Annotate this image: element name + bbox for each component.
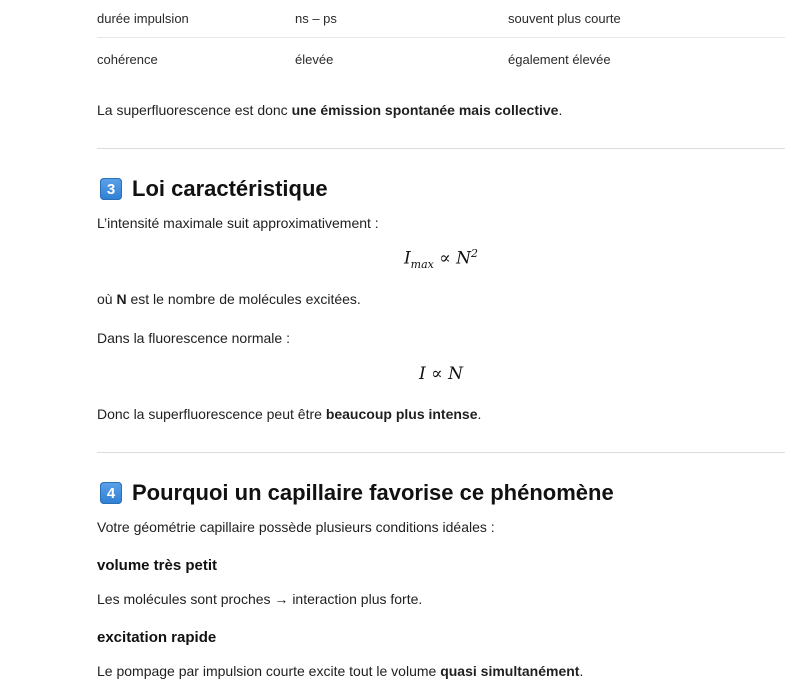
- section-divider: [97, 452, 785, 453]
- table-row: [97, 0, 785, 38]
- table-row: [97, 38, 785, 80]
- volume-paragraph: Les molécules sont proches → interaction plus forte.: [97, 591, 423, 607]
- text: Donc la superfluorescence peut être: [97, 406, 326, 422]
- formula-i: I ∝ N: [419, 364, 463, 384]
- formula-var: N: [456, 248, 472, 269]
- text: .: [558, 102, 563, 118]
- subheading-volume: volume très petit: [97, 557, 218, 574]
- section-4-intro: Votre géométrie capillaire possède plusieurs conditions idéales :: [97, 519, 495, 535]
- subheading-excitation: excitation rapide: [97, 629, 217, 646]
- table-cell: ns – ps: [295, 11, 337, 26]
- formula-imax: [97, 247, 785, 271]
- table-cell: souvent plus courte: [508, 11, 621, 26]
- table-cell: élevée: [295, 51, 334, 67]
- section-3-heading: [97, 174, 328, 204]
- section-title: Pourquoi un capillaire favorise ce phénomène: [132, 480, 614, 505]
- conclusion-paragraph: [97, 100, 562, 120]
- text: .: [579, 663, 584, 679]
- bold-text: quasi simultanément: [440, 663, 580, 679]
- formula-var: I: [403, 248, 411, 269]
- section-4-heading: [97, 478, 614, 508]
- formula-op: ∝: [433, 248, 457, 269]
- text: Le pompage par impulsion courte excite tout le volume: [97, 663, 441, 679]
- text: La superfluorescence est donc: [97, 102, 292, 118]
- section-3-intro: L’intensité maximale suit approximativement :: [97, 215, 379, 231]
- text: est le nombre de molécules excitées.: [126, 291, 361, 307]
- normal-fluorescence-paragraph: Dans la fluorescence normale :: [97, 330, 290, 346]
- section-title: Loi caractéristique: [132, 176, 328, 201]
- formula-sup: 2: [471, 247, 479, 260]
- table-cell: cohérence: [97, 51, 158, 67]
- where-paragraph: [97, 289, 361, 309]
- bold-text: beaucoup plus intense: [325, 406, 478, 422]
- section-3-conclusion: [97, 404, 481, 424]
- bold-text: une émission spontanée mais collective: [291, 102, 559, 118]
- table-cell: également élevée: [508, 51, 611, 67]
- keycap-4-icon: 4: [100, 482, 122, 504]
- formula-sub: max: [410, 258, 434, 272]
- keycap-3-icon: 3: [100, 178, 122, 200]
- comparison-table: [97, 0, 785, 80]
- text: où: [97, 291, 117, 307]
- bold-text: N: [116, 291, 127, 307]
- excitation-paragraph: [97, 661, 583, 681]
- text: .: [477, 406, 482, 422]
- table-cell: durée impulsion: [97, 11, 189, 26]
- section-divider: [97, 148, 785, 149]
